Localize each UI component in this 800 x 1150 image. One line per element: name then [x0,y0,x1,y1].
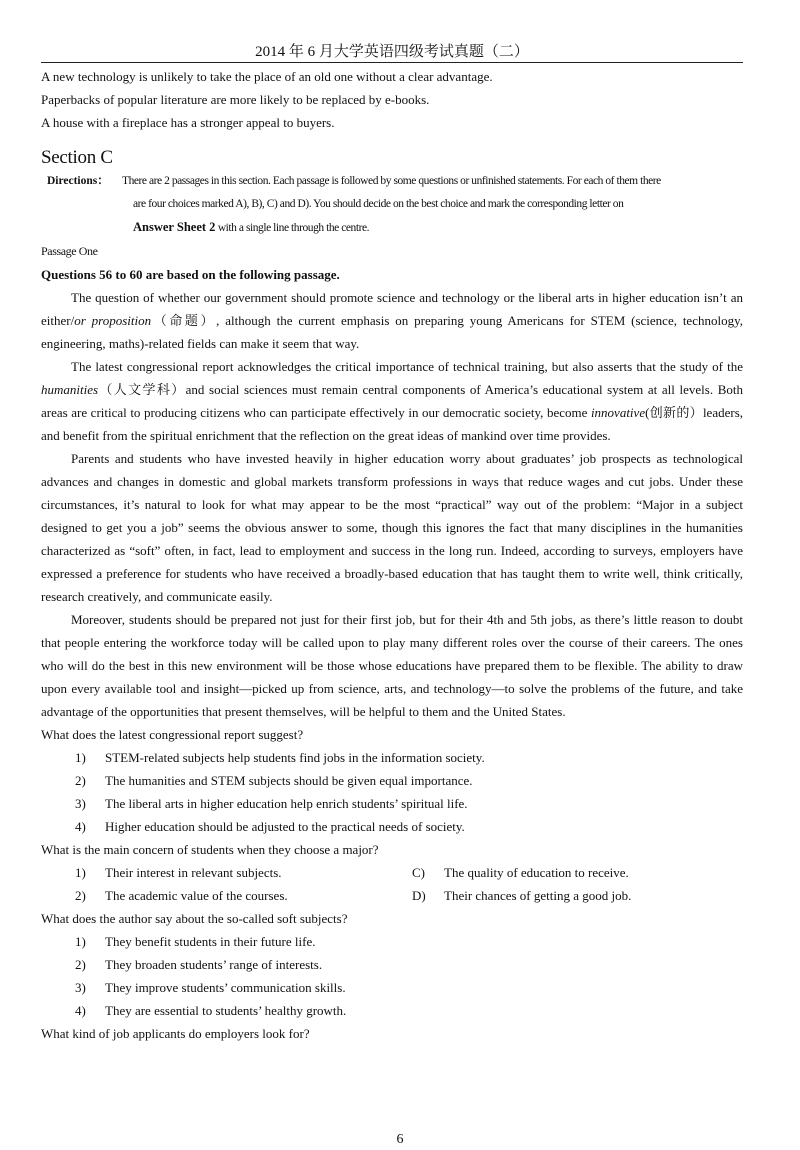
statement-line: Paperbacks of popular literature are more likely to be replaced by e-books. [41,92,430,107]
answer-option-row: 1) Their interest in relevant subjects. C) The quality of education to receive. [75,865,629,880]
answer-option: 1) STEM-related subjects help students find jobs in the information society. [75,750,485,765]
paragraph: Parents and students who have invested heavily in higher education worry about graduates’ job prospects as technological advances and changes in domestic and global markets transform professions in ways that reduce wages and cut jobs. Under these circumstances, it’s natural to look for what may appear to be the most “practical” way out of the problem: “Major in a subject designed to get you a job” seems the obvious answer to some, though this ignores the fact that many disciplines in the humanities characterized as “soft” often, in fact, lead to employment and success in the long run. Indeed, according to surveys, employers have expressed a preference for students who have received a broadly-based education that has taught them to write well, think critically, research creatively, and communicate easily. [41,451,743,604]
answer-option: 4) They are essential to students’ healthy growth. [75,1003,347,1018]
answer-sheet-label: Answer Sheet 2 [133,220,216,234]
directions [41,170,743,240]
question-stem: What does the author say about the so-called soft subjects? [41,911,348,926]
directions-text: There are 2 passages in this section. Each passage is followed by some questions or unfinished statements. For each of them there [122,175,661,187]
answer-option: 1) They benefit students in their future life. [75,934,316,949]
directions-label: Directions： [47,175,109,187]
section-title: Section C [41,147,113,168]
answer-option-row: 2) The academic value of the courses. D) Their chances of getting a good job. [75,888,632,903]
question-block [41,907,743,1022]
answer-option: 2) They broaden students’ range of interests. [75,957,323,972]
question-block [41,838,743,907]
paragraph: The latest congressional report acknowledges the critical importance of technical training, but also asserts that the study of the humanities（人文学科）and social sciences must remain central components of America’s educational system at all levels. Both areas are critical to producing citizens who can participate effectively in our democratic society, become innovative(创新的）leaders, and benefit from the spiritual enrichment that the reflection on the great ideas of mankind over time provides. [41,359,743,443]
question-stem: What kind of job applicants do employers look for? [41,1026,310,1041]
paragraph: The question of whether our government should promote science and technology or the liberal arts in higher education isn’t an either/or proposition（命题）, although the current emphasis on preparing young Americans for STEM (science, technology, engineering, maths)-related fields can make it seem that way. [41,290,743,351]
question-stem: What is the main concern of students when they choose a major? [41,842,379,857]
question-block [41,1022,743,1045]
questions-heading: Questions 56 to 60 are based on the following passage. [41,267,340,282]
paragraph: Moreover, students should be prepared not just for their first job, but for their 4th and 5th jobs, as there’s little reason to doubt that people entering the workforce today will be called upon to play many different roles over the course of their careers. The ones who will do the best in this new environment will be those whose educations have prepared them to be flexible. The ability to draw upon every available tool and insight—picked up from science, arts, and technology—to solve the problems of the future, and take advantage of the opportunities that present themselves, will be helpful to them and the United States. [41,612,743,719]
question-block [41,723,743,838]
page-header: 2014 年 6 月大学英语四级考试真题（二） [41,0,743,63]
passage-label: Passage One [41,244,98,258]
previous-statements [41,65,743,134]
passage [41,286,743,723]
directions-text: with a single line through the centre. [215,222,370,234]
directions-text: are four choices marked A), B), C) and D). You should decide on the best choice and mark the corresponding letter on [133,198,624,210]
document-page [41,0,743,1045]
answer-option: 4) Higher education should be adjusted to the practical needs of society. [75,819,465,834]
statement-line: A new technology is unlikely to take the place of an old one without a clear advantage. [41,69,493,84]
question-stem: What does the latest congressional report suggest? [41,727,304,742]
page-number: 6 [396,1132,404,1147]
statement-line: A house with a fireplace has a stronger appeal to buyers. [41,115,335,130]
answer-option: 3) They improve students’ communication skills. [75,980,346,995]
answer-option: 2) The humanities and STEM subjects should be given equal importance. [75,773,473,788]
answer-option: 3) The liberal arts in higher education help enrich students’ spiritual life. [75,796,468,811]
